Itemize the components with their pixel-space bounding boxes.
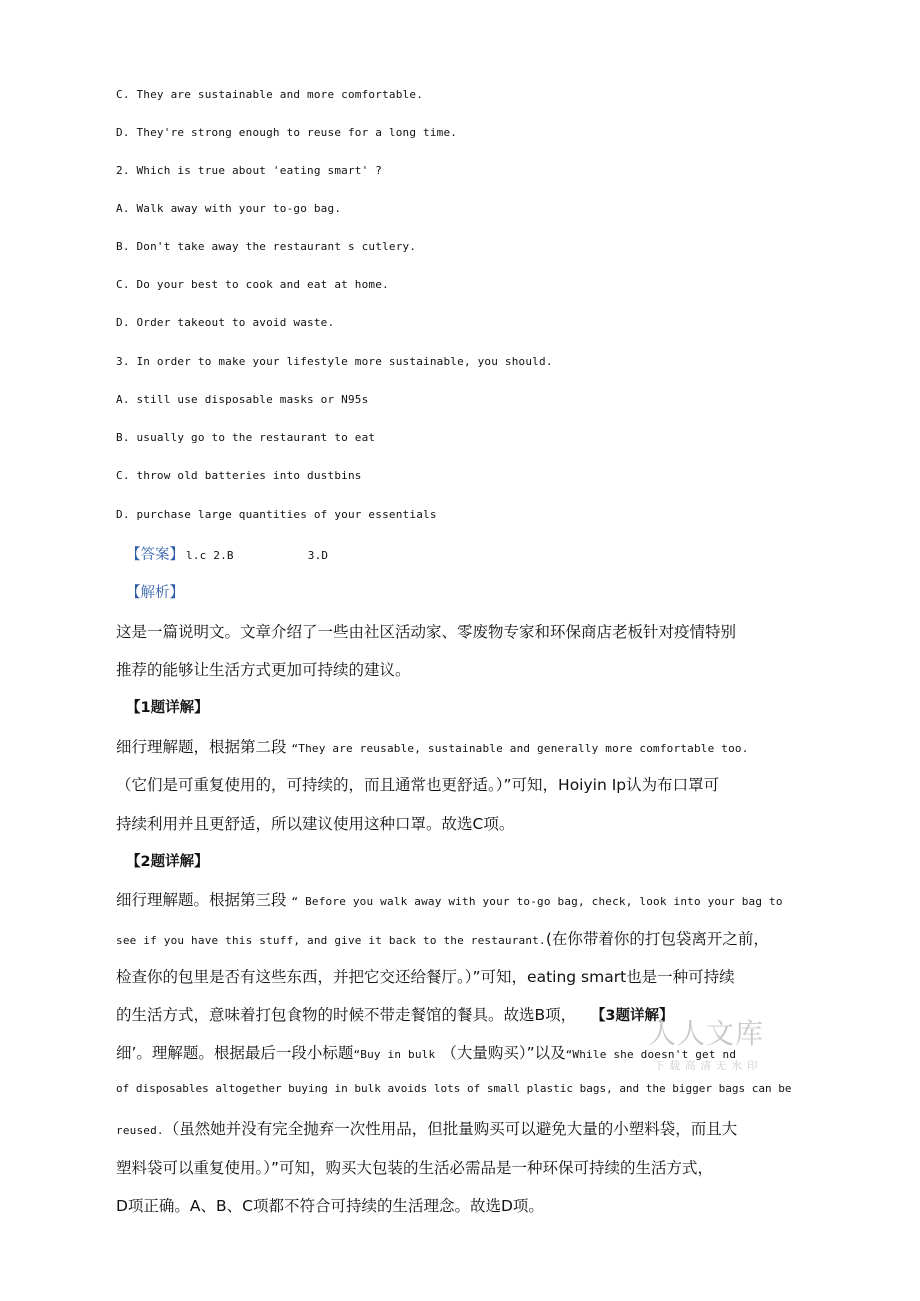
analysis-intro-line-2: 推荐的能够让生活方式更加可持续的建议。	[116, 661, 411, 679]
analysis-label: 【解析】	[126, 585, 184, 601]
detail-3-line-1-zh2: （大量购买）”以及	[441, 1044, 566, 1062]
detail-2-line-3: 检查你的包里是否有这些东西，并把它交还给餐厅。）”可知，eating smart也是一种可持续	[116, 968, 735, 986]
detail-1-label: 【1题详解】	[126, 700, 209, 716]
q1-option-c: C. They are sustainable and more comfortable.	[116, 88, 424, 101]
q2-option-a: A. Walk away with your to-go bag.	[116, 202, 342, 215]
answer-value-3: 3.D	[307, 549, 329, 562]
detail-1-line-1-en: “They are reusable, sustainable and generally more comfortable too.	[291, 742, 749, 755]
detail-3-line-3	[116, 1117, 737, 1139]
q2-stem: 2. Which is true about 'eating smart' ?	[116, 164, 383, 177]
answer-value: l.c 2.B	[186, 549, 234, 562]
detail-2-line-4	[116, 1003, 673, 1025]
detail-3-line-1-en2: “While she doesn't get nd	[565, 1048, 737, 1061]
detail-1-line-3: 持续利用并且更舒适，所以建议使用这种口罩。故选C项。	[116, 815, 515, 833]
q3-option-b: B. usually go to the restaurant to eat	[116, 431, 376, 444]
q3-option-a: A. still use disposable masks or N95s	[116, 393, 369, 406]
detail-2-line-1	[116, 888, 783, 910]
detail-1-line-1-zh: 细行理解题，根据第二段	[116, 738, 292, 756]
detail-2-label: 【2题详解】	[126, 854, 209, 870]
detail-3-label: 【3题详解】	[598, 1008, 674, 1024]
answer-row	[126, 543, 328, 564]
detail-3-line-4: 塑料袋可以重复使用。）”可知，购买大包装的生活必需品是一种环保可持续的生活方式，	[116, 1159, 714, 1177]
detail-3-line-3-zh: （虽然她并没有完全抛弃一次性用品，但批量购买可以避免大量的小塑料袋，而且大	[163, 1120, 738, 1138]
detail-2-line-1-en: “ Before you walk away with your to-go bag, check, look into your bag to	[291, 895, 783, 908]
detail-3-line-1-en: “Buy in bulk	[353, 1048, 436, 1061]
q1-option-d: D. They're strong enough to reuse for a long time.	[116, 126, 458, 139]
detail-2-line-2-en: see if you have this stuff, and give it back to the restaurant.	[116, 934, 546, 947]
detail-3-line-5: D项正确。A、B、C项都不符合可持续的生活理念。故选D项。	[116, 1197, 544, 1215]
detail-3-line-1	[116, 1041, 736, 1063]
watermark-subtitle: 下载高清无水印	[654, 1060, 763, 1072]
q2-option-d: D. Order takeout to avoid waste.	[116, 316, 335, 329]
q2-option-b: B. Don't take away the restaurant s cutlery.	[116, 240, 417, 253]
detail-1-line-1	[116, 735, 749, 757]
answer-label: 【答案】	[126, 547, 184, 563]
detail-2-line-1-zh: 细行理解题。根据第三段	[116, 891, 292, 909]
detail-1-line-2: （它们是可重复使用的，可持续的，而且通常也更舒适。）”可知，Hoiyin Ip认为布口罩可	[116, 776, 720, 794]
detail-2-line-4-text: 的生活方式，意味着打包食物的时候不带走餐馆的餐具。故选B项，	[116, 1006, 577, 1024]
detail-3-line-2: of disposables altogether buying in bulk avoids lots of small plastic bags, and the bigger bags can be	[116, 1082, 792, 1095]
detail-3-line-1-zh: 细’。理解题。根据最后一段小标题	[116, 1044, 354, 1062]
detail-2-line-2-zh: (在你带着你的打包袋离开之前，	[545, 930, 769, 948]
q3-option-c: C. throw old batteries into dustbins	[116, 469, 362, 482]
q3-option-d: D. purchase large quantities of your essentials	[116, 508, 437, 521]
analysis-intro-line-1: 这是一篇说明文。文章介绍了一些由社区活动家、零废物专家和环保商店老板针对疫情特别	[116, 623, 737, 641]
watermark-title: 人人文库	[648, 1017, 765, 1050]
q2-option-c: C. Do your best to cook and eat at home.	[116, 278, 389, 291]
detail-2-line-2	[116, 927, 769, 949]
watermark	[648, 1012, 778, 1082]
q3-stem: 3. In order to make your lifestyle more sustainable, you should.	[116, 355, 553, 368]
detail-3-line-3-en: reused.	[116, 1124, 164, 1137]
